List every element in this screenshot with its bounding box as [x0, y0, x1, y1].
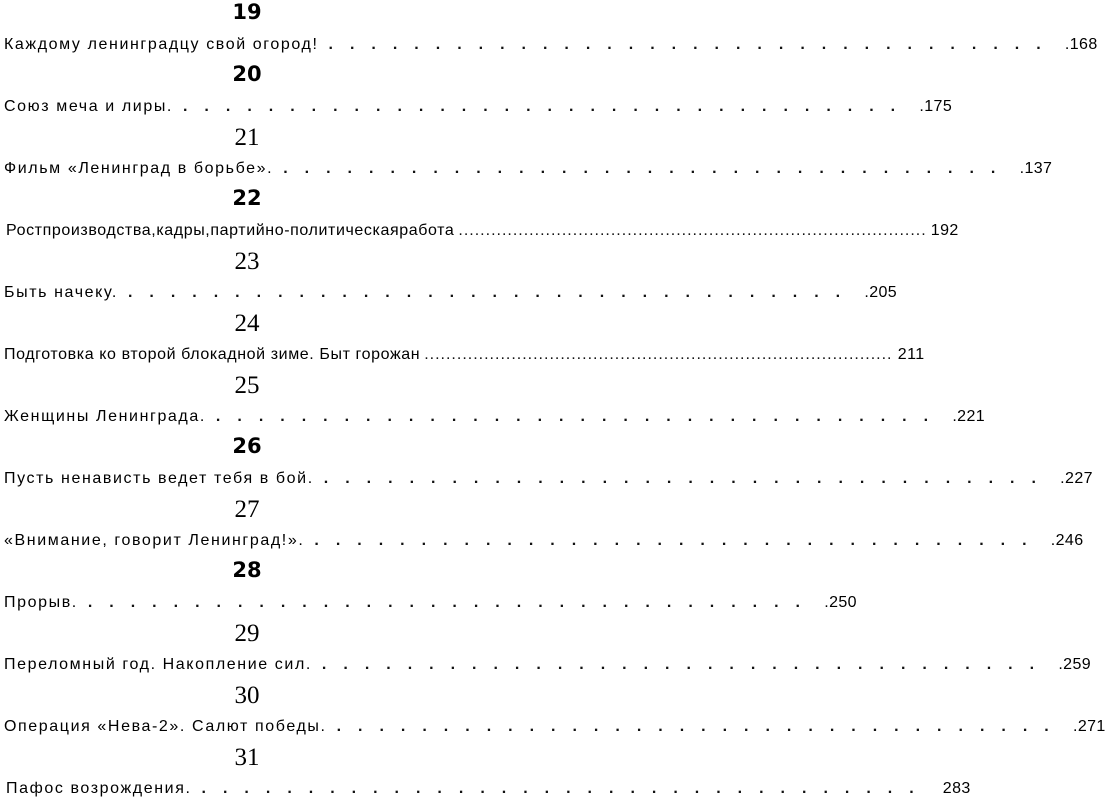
- leader-dots: ..................................: [127, 284, 858, 301]
- toc-line: [6, 214, 959, 240]
- page-number: .168: [1064, 36, 1098, 53]
- chapter-title: Пафос возрождения.: [6, 780, 192, 797]
- chapter-number: 30: [234, 682, 260, 709]
- toc-entry: [0, 124, 1053, 186]
- toc-entry: [0, 744, 971, 806]
- toc-line: [4, 28, 1098, 54]
- chapter-title: Операция «Нева-2». Салют победы.: [4, 718, 327, 735]
- chapter-number: 20: [232, 62, 262, 86]
- page-number: .205: [864, 284, 898, 301]
- toc-entry: [0, 248, 898, 310]
- chapter-number: 23: [234, 248, 260, 275]
- chapter-number: 31: [234, 744, 260, 771]
- toc-entry: [0, 620, 1092, 682]
- page-number: .259: [1058, 656, 1092, 673]
- chapter-number: 25: [234, 372, 260, 399]
- leader-dots: ..................................: [182, 98, 913, 115]
- leader-dots: ..................................: [87, 594, 817, 611]
- page-number: .137: [1019, 160, 1053, 177]
- page-number: 211: [897, 346, 925, 363]
- toc-line: [4, 586, 857, 612]
- page-number: .271: [1072, 718, 1106, 735]
- toc-line: [4, 462, 1093, 488]
- chapter-title: Женщины Ленинграда.: [4, 408, 206, 425]
- page-number: 283: [942, 780, 971, 797]
- toc-entry: [0, 372, 986, 434]
- leader-dots: ..................................: [323, 470, 1053, 487]
- chapter-number: 29: [234, 620, 260, 647]
- leader-dots: ..................................: [328, 36, 1058, 53]
- toc-line: [6, 772, 971, 798]
- leader-dots: ......................................................................................: [424, 346, 893, 363]
- toc-entry: [0, 682, 1106, 744]
- chapter-number: 19: [232, 0, 262, 24]
- toc-entry: [0, 62, 953, 124]
- chapter-number: 21: [234, 124, 260, 151]
- toc-entry: [0, 558, 857, 620]
- chapter-title: Подготовка ко второй блокадной зиме. Быт горожан: [4, 346, 421, 363]
- toc-line: [4, 338, 925, 364]
- chapter-title: Прорыв.: [4, 594, 78, 611]
- leader-dots: ..................................: [201, 780, 931, 797]
- page-number: .221: [952, 408, 986, 425]
- toc-line: [4, 710, 1106, 736]
- toc-line: [4, 524, 1084, 550]
- toc-line: [4, 400, 986, 426]
- leader-dots: ......................................................................................: [458, 222, 927, 239]
- toc-entry: [0, 0, 1098, 62]
- chapter-title: Союз меча и лиры.: [4, 98, 173, 115]
- toc-line: [4, 152, 1053, 178]
- toc-entry: [0, 496, 1084, 558]
- toc-entry: [0, 186, 959, 248]
- toc-line: [4, 276, 898, 302]
- chapter-title: Пусть ненависть ведет тебя в бой.: [4, 470, 314, 487]
- page-number: .250: [824, 594, 857, 611]
- chapter-number: 27: [234, 496, 260, 523]
- chapter-title: Каждому ленинградцу свой огород!: [4, 36, 319, 53]
- chapter-title: Быть начеку.: [4, 284, 118, 301]
- chapter-number: 26: [232, 434, 262, 458]
- chapter-number: 28: [232, 558, 262, 582]
- page-number: 192: [930, 222, 959, 239]
- chapter-title: Фильм «Ленинград в борьбе».: [4, 160, 274, 177]
- chapter-number: 24: [234, 310, 260, 337]
- chapter-title: Переломный год. Накопление сил.: [4, 656, 312, 673]
- leader-dots: ..................................: [321, 656, 1052, 673]
- chapter-number: 22: [232, 186, 262, 210]
- leader-dots: ..................................: [283, 160, 1013, 177]
- page-number: .246: [1050, 532, 1084, 549]
- leader-dots: ..................................: [215, 408, 946, 425]
- toc-entry: [0, 434, 1093, 496]
- leader-dots: ..................................: [314, 532, 1044, 549]
- page-number: .175: [919, 98, 953, 115]
- toc-entry: [0, 310, 925, 372]
- chapter-title: «Внимание, говорит Ленинград!».: [4, 532, 305, 549]
- leader-dots: ..................................: [336, 718, 1066, 735]
- toc-line: [4, 90, 953, 116]
- page-number: .227: [1060, 470, 1093, 487]
- toc-line: [4, 648, 1092, 674]
- chapter-title: Ростпроизводства,кадры,партийно-политическаяработа: [6, 222, 455, 239]
